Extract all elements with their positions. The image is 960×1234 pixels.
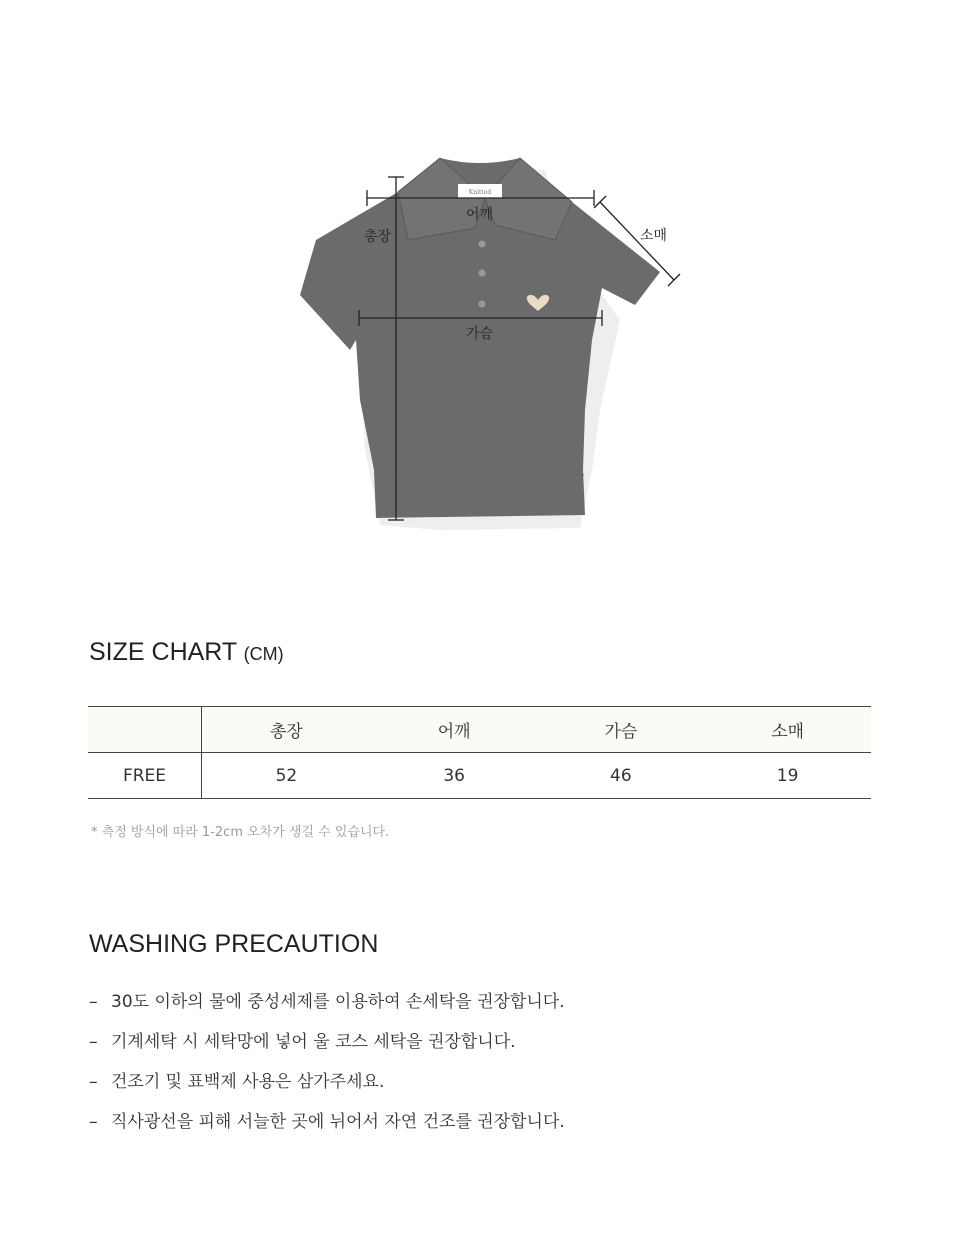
washing-item-text: 30도 이하의 물에 중성세제를 이용하여 손세탁을 권장합니다. <box>111 992 565 1012</box>
size-chart-note: * 측정 방식에 따라 1-2cm 오차가 생길 수 있습니다. <box>91 825 390 840</box>
shoulder-label: 어깨 <box>466 207 494 223</box>
button-1 <box>479 241 486 248</box>
header-cell-length: 총장 <box>269 722 303 742</box>
washing-item-text: 건조기 및 표백제 사용은 삼가주세요. <box>111 1072 385 1092</box>
list-item <box>89 1030 565 1070</box>
header-cell-sleeve: 소매 <box>771 722 805 742</box>
sleeve-label: 소매 <box>640 228 668 244</box>
chest-value-cell: 46 <box>610 765 632 786</box>
size-chart-table <box>88 706 871 799</box>
length-value-cell: 52 <box>275 765 298 786</box>
header-cell-shoulder: 어깨 <box>437 722 471 742</box>
size-chart-title-text: SIZE CHART <box>89 638 237 666</box>
washing-item-text: 기계세탁 시 세탁망에 넣어 울 코스 세탁을 권장합니다. <box>111 1032 516 1052</box>
table-row <box>88 753 871 799</box>
garment-measurement-diagram <box>280 140 700 540</box>
header-cell-chest: 가슴 <box>604 722 638 742</box>
shoulder-value-cell: 36 <box>443 765 465 786</box>
header-cell-empty <box>88 707 202 753</box>
washing-title: WASHING PRECAUTION <box>89 930 379 958</box>
bullet-dash: – <box>89 1112 98 1132</box>
button-2 <box>479 270 486 277</box>
length-label: 총장 <box>364 229 392 245</box>
chest-label: 가슴 <box>466 326 494 342</box>
washing-list <box>89 990 565 1150</box>
size-chart-unit: (CM) <box>243 644 284 664</box>
size-chart-header-row <box>88 707 871 753</box>
bullet-dash: – <box>89 992 98 1012</box>
washing-item-text: 직사광선을 피해 서늘한 곳에 뉘어서 자연 건조를 권장합니다. <box>111 1112 565 1132</box>
size-chart-title <box>89 638 284 667</box>
list-item <box>89 1070 565 1110</box>
neck-tag-text: Knitted <box>468 189 492 196</box>
list-item <box>89 1110 565 1150</box>
button-3 <box>479 301 486 308</box>
bullet-dash: – <box>89 1032 98 1052</box>
list-item <box>89 990 565 1030</box>
bullet-dash: – <box>89 1072 98 1092</box>
sleeve-value-cell: 19 <box>776 765 799 786</box>
size-cell: FREE <box>88 753 202 799</box>
